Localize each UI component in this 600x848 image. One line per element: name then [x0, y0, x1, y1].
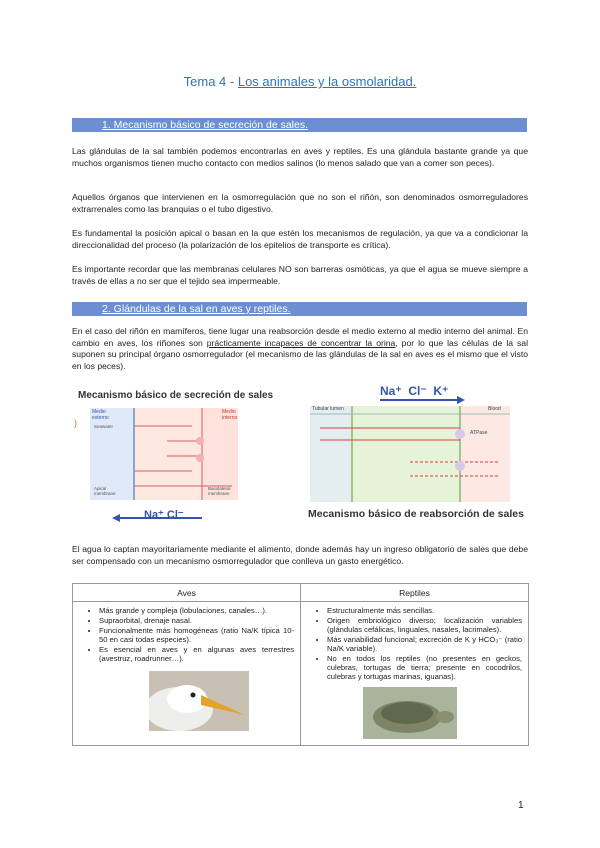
aves-cell — [73, 602, 301, 746]
lumen-label: Tubular lumen — [312, 406, 344, 412]
paragraph: Las glándulas de la sal también podemos encontrarlas en aves y reptiles. Es una glándula bastante grande ya que muchos organismos tienen mucho contacto con medios salinos (lo menos salado que van a comer son peces). — [72, 146, 528, 168]
gull-image — [149, 671, 249, 731]
medio-externo-label: Medio externo — [92, 409, 109, 421]
paragraph: Es fundamental la posición apical o basan en la que estén los mecanismos de regulación, ya que va a condicionar la direccionalidad del proceso (la polarización de los epitelios de transporte es crítica). — [72, 228, 528, 250]
page-title: Tema 4 - Los animales y la osmolaridad. — [183, 74, 417, 89]
list-item: • Más variabilidad funcional; excreción de K y HCO₃⁻ (ratio Na/K variable). — [327, 635, 522, 653]
list-item: • Estructuralmente más sencillas. — [327, 606, 522, 615]
table-header-reptiles: Reptiles — [301, 584, 529, 602]
list-item: • Funcionalmente más homogéneas (ratio Na/K típica 10-50 en casi todas especies). — [99, 626, 294, 644]
reabsorption-diagram — [308, 384, 524, 526]
page-number: 1 — [518, 800, 524, 811]
paragraph: En el caso del riñón en mamíferos, tiene lugar una reabsorción desde el medio externo al medio interno del animal. En cambio en aves, los riñones son prácticamente incapaces de concentrar la orina, por lo que las células de la sal suponen su principal órgano osmorregulador (el mecanismo de las glándulas de la sal en aves es el mismo que el visto en los peces). — [72, 326, 529, 371]
atpase-label: ATPase — [470, 430, 488, 436]
secretion-diagram-art — [72, 386, 262, 526]
apical-label: Apical membrane — [94, 486, 116, 496]
list-item: • Origen embriológico diverso; localización variables (glándulas cefálicas, linguales, nasales, lacrimales). — [327, 616, 522, 634]
ions-label: Na⁺ Cl⁻ — [144, 509, 184, 521]
seawater-label: Seawater — [94, 424, 114, 429]
blood-label: Blood — [488, 406, 501, 412]
comparison-table — [72, 583, 529, 746]
svg-text:): ) — [74, 418, 77, 428]
figure-title: Mecanismo básico de reabsorción de sales — [308, 508, 524, 520]
table-header-aves: Aves — [73, 584, 301, 602]
basolateral-label: Basolateral membrane — [208, 486, 231, 496]
reptiles-cell — [301, 602, 529, 746]
list-item: • Más grande y compleja (lobulaciones, canales…). — [99, 606, 294, 615]
secretion-diagram — [72, 386, 274, 526]
list-item: • Supraorbital, drenaje nasal. — [99, 616, 294, 625]
turtle-image — [363, 687, 457, 739]
paragraph: Es importante recordar que las membranas celulares NO son barreras osmóticas, ya que el agua se mueve siempre a través de ellas a no ser que el tejido sea impermeable. — [72, 264, 528, 286]
paragraph: Aquellos órganos que intervienen en la osmorregulación que no son el riñón, son denominados osmorreguladores extrarrenales como las branquias o el tubo digestivo. — [72, 192, 528, 214]
medio-interno-label: Medio interno — [222, 409, 238, 421]
figure-title: Mecanismo básico de secreción de sales — [78, 390, 274, 401]
paragraph: El agua lo captan mayoritariamente mediante el alimento, donde además hay un ingreso obligatorio de sales que debe ser compensado con un mecanismo osmorregulador que conlleva un gasto energético. — [72, 544, 528, 566]
list-item: • Es esencial en aves y en algunas aves terrestres (avestruz, roadrunner…). — [99, 645, 294, 663]
list-item: • No en todos los reptiles (no presentes en geckos, culebras, tortugas de tierra; presente en cocodrilos, culebras y tortugas marinas, iguanas). — [327, 654, 522, 681]
ions-label: Na⁺ Cl⁻ K⁺ — [380, 384, 449, 398]
section-heading-1: 1. Mecanismo básico de secreción de sales. — [72, 118, 527, 132]
section-heading-2: 2. Glándulas de la sal en aves y reptiles. — [72, 302, 527, 316]
